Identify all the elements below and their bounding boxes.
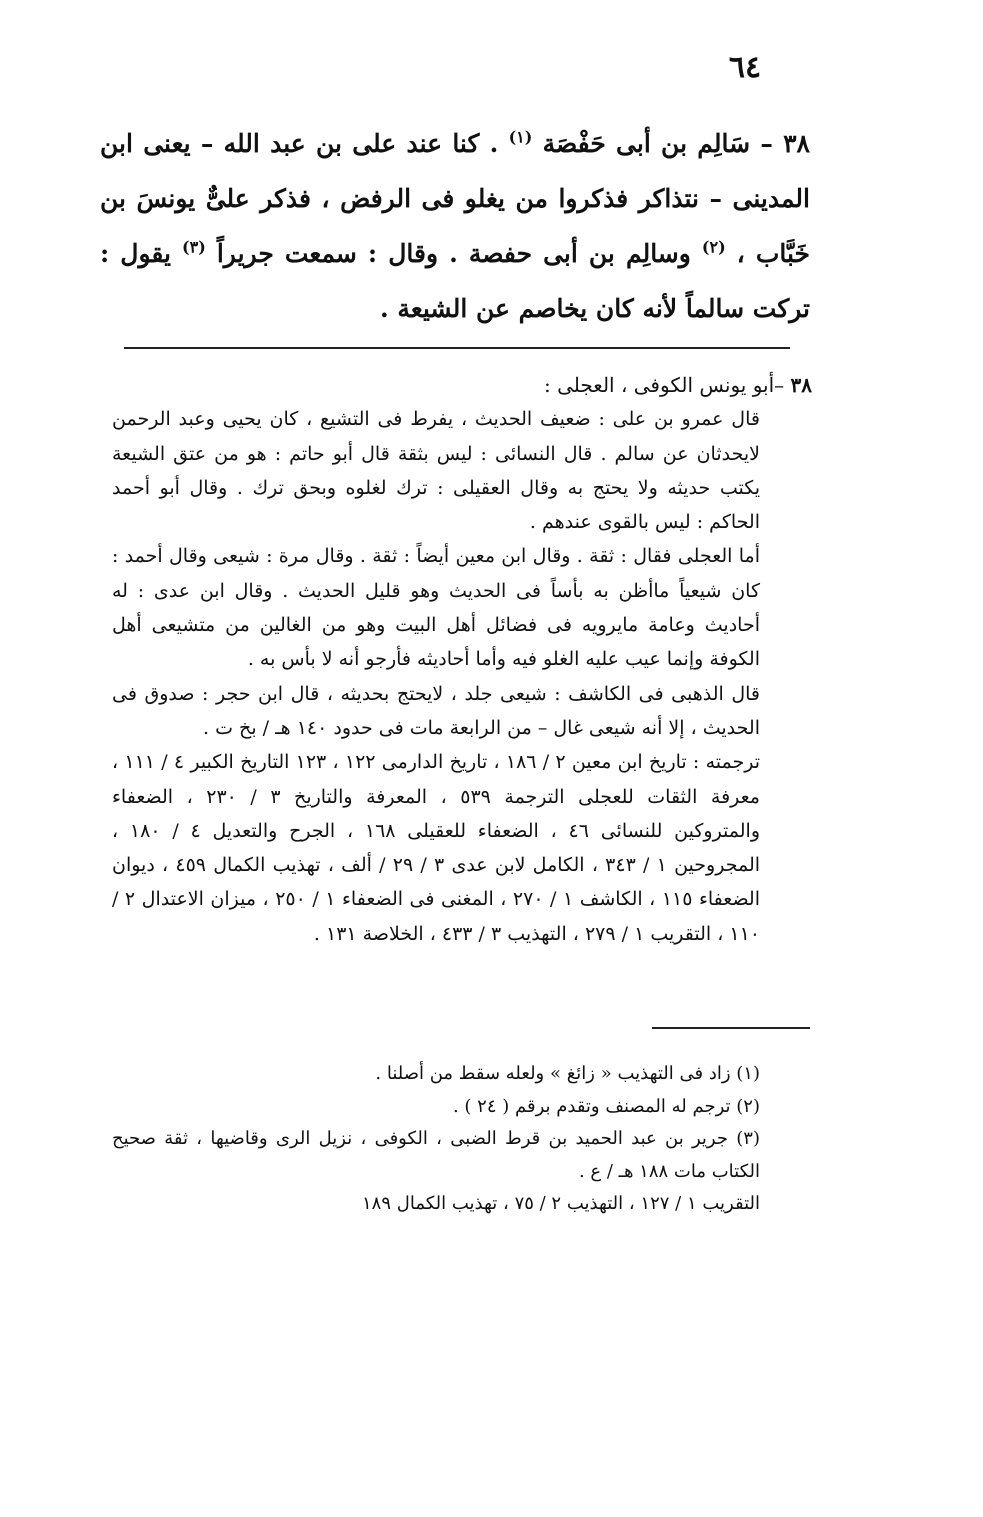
entry-line-1b: . كنا عند على بن عبد الله – يعنى ابن المدينى – نتذاكر فذكروا من يغلو فى الرفض ، فذكر علىٌّ يونسَ بن خَبَّاب ، (100, 129, 810, 268)
footnote-ref-3: (٣) (182, 237, 206, 257)
commentary-references: ترجمته : تاريخ ابن معين ٢ / ١٨٦ ، تاريخ الدارمى ١٢٢ ، ١٢٣ التاريخ الكبير ٤ / ١١١ ، معرفة الثقات للعجلى الترجمة ٥٣٩ ، المعرفة والتاريخ ٣ / ٢٣٠ ، الضعفاء والمتروكين للنسائى ٤٦ ، الضعفاء للعقيلى ١٦٨ ، الجرح والتعديل ٤ / ١٨٠ ، المجروحين ١ / ٣٤٣ ، الكامل لابن عدى ٣ / ٢٩ / ألف ، تهذيب الكمال ٤٥٩ ، ديوان الضعفاء ١١٥ ، الكاشف ١ / ٢٧٠ ، المغنى فى الضعفاء ١ / ٢٥٠ ، ميزان الاعتدال ٢ / ١١٠ ، التقريب ١ / ٢٧٩ ، التهذيب ٣ / ٤٣٣ ، الخلاصة ١٣١ . (112, 751, 761, 945)
commentary-paragraph-1: قال عمرو بن على : ضعيف الحديث ، يفرط فى التشيع ، كان يحيى وعبد الرحمن لايحدثان عن سالم . قال النسائى : ليس بثقة قال أبو حاتم : هو من عتق الشيعة يكتب حديثه ولا يحتج به وقال العقيلى : ترك لغلوه وبحق ترك . وقال أبو أحمد الحاكم : ليس بالقوى عندهم . (112, 408, 760, 534)
commentary-paragraph-2: أما العجلى فقال : ثقة . وقال ابن معين أيضاً : ثقة . وقال مرة : شيعى وقال أحمد : كان شيعياً ماأظن به بأساً فى الحديث وهو قليل الحديث . وقال ابن عدى : له أحاديث وعامة مايرويه فى فضائل أهل البيت وهو من الغالين من متشيعى أهل الكوفة وإنما عيب عليه الغلو فيه وأما أحاديثه فأرجو أنه لا بأس به . (112, 545, 760, 671)
entry-number: ٣٨ (783, 129, 810, 158)
section-divider (124, 347, 790, 349)
footnote-ref-2: (٢) (701, 237, 726, 257)
footnote-1: (١) زاد فى التهذيب « زائغ » ولعله سقط من أصلنا . (375, 1063, 760, 1084)
footnote-3: (٣) جرير بن عبد الحميد بن قرط الضبى ، الكوفى ، نزيل الرى وقاضيها ، ثقة صحيح الكتاب مات ١٨٨ هـ / ع . (112, 1128, 760, 1182)
entry-line-2b: وسالِم بن أبى حفصة . وقال : سمعت جريراً (205, 239, 702, 268)
commentary (112, 368, 812, 951)
footnote-2: (٢) ترجم له المصنف وتقدم برقم ( ٢٤ ) . (452, 1095, 760, 1117)
footnote-ref-1: (١) (508, 127, 533, 147)
page-number: ٦٤ (728, 50, 762, 85)
commentary-paragraph-3: قال الذهبى فى الكاشف : شيعى جلد ، لايحتج بحديثه ، قال ابن حجر : صدوق فى الحديث ، إلا أنه شيعى غال – من الرابعة مات فى حدود ١٤٠ هـ / بخ ت . (112, 682, 760, 739)
commentary-number: ٣٨ (790, 373, 812, 397)
commentary-heading (112, 368, 812, 402)
footnote-divider (652, 1027, 810, 1029)
entry-text (100, 116, 810, 336)
footnote-4: التقريب ١ / ١٢٧ ، التهذيب ٢ / ٧٥ ، تهذيب الكمال ١٨٩ (362, 1193, 760, 1214)
commentary-heading-text: –أبو يونس الكوفى ، العجلى : (544, 373, 791, 397)
footnotes (112, 1058, 812, 1221)
entry-line-1: – سَالِم بن أبى حَفْصَة (532, 129, 784, 158)
entry-line-3b: يقول : تركت سالماً لأنه كان يخاصم عن الشيعة . (100, 239, 810, 323)
